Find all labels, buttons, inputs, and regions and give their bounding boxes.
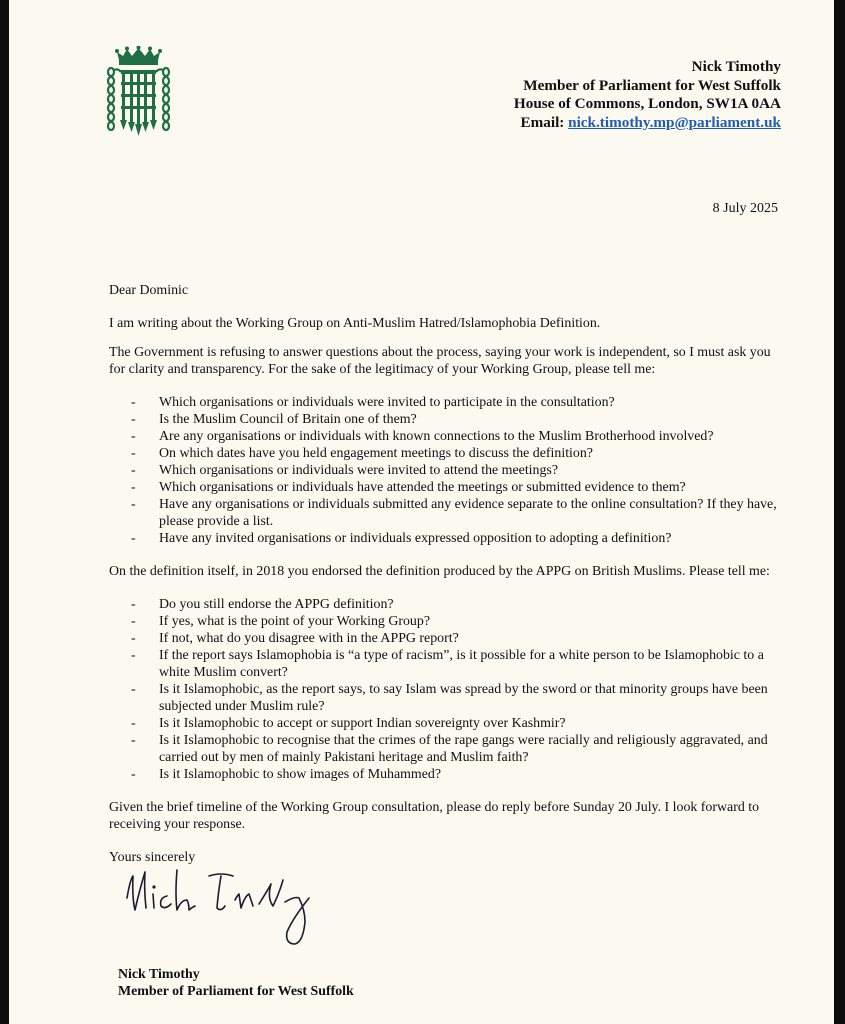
salutation: Dear Dominic: [109, 283, 189, 298]
list-item: - Have any invited organisations or individuals expressed opposition to adopting a definition?: [109, 530, 785, 547]
list-item: - On which dates have you held engagement meetings to discuss the definition?: [109, 445, 785, 462]
list-item: - Which organisations or individuals were invited to attend the meetings?: [109, 462, 785, 479]
list-item: - Is the Muslim Council of Britain one of them?: [109, 411, 785, 428]
letter-date: 8 July 2025: [712, 201, 778, 216]
deadline-paragraph: Given the brief timeline of the Working Group consultation, please do reply before Sunday 20 July. I look forward to receiving your response.: [109, 800, 760, 832]
sender-name: Nick Timothy: [691, 58, 781, 75]
list-item: - Do you still endorse the APPG definition?: [109, 596, 785, 613]
portcullis-logo: [105, 46, 172, 138]
list-item: - Is it Islamophobic to accept or support Indian sovereignty over Kashmir?: [109, 715, 785, 732]
signatory-position: Member of Parliament for West Suffolk: [118, 984, 354, 999]
context-paragraph: The Government is refusing to answer questions about the process, saying your work is independent, so I must ask you for clarity and transparency. For the sake of the legitimacy of your Working Group, please tell me:: [109, 345, 771, 377]
signatory-block: [118, 966, 354, 1000]
process-questions-list: [109, 394, 785, 547]
sender-email-line: [514, 114, 781, 133]
list-item: - Have any organisations or individuals submitted any evidence separate to the online consultation? If they have, please provide a list.: [109, 496, 785, 530]
sender-address: House of Commons, London, SW1A 0AA: [513, 95, 781, 112]
definition-questions-list: [109, 596, 785, 783]
list-item: - Is it Islamophobic to show images of Muhammed?: [109, 766, 785, 783]
list-item: - If yes, what is the point of your Working Group?: [109, 613, 785, 630]
list-item: - Which organisations or individuals have attended the meetings or submitted evidence to them?: [109, 479, 785, 496]
letter-body: [109, 282, 785, 866]
sender-block: [514, 58, 781, 132]
email-label: Email:: [520, 113, 565, 131]
intro-paragraph: I am writing about the Working Group on Anti-Muslim Hatred/Islamophobia Definition.: [109, 316, 601, 331]
signature-image: [121, 858, 331, 950]
list-item: - If not, what do you disagree with in the APPG report?: [109, 630, 785, 647]
email-link[interactable]: nick.timothy.mp@parliament.uk: [568, 113, 781, 131]
list-item: - If the report says Islamophobia is “a type of racism”, is it possible for a white person to be Islamophobic to a white Muslim convert?: [109, 647, 785, 681]
list-item: - Are any organisations or individuals with known connections to the Muslim Brotherhood involved?: [109, 428, 785, 445]
definition-paragraph: On the definition itself, in 2018 you endorsed the definition produced by the APPG on British Muslims. Please tell me:: [109, 564, 770, 579]
closing: Yours sincerely: [109, 850, 196, 865]
list-item: - Is it Islamophobic to recognise that the crimes of the rape gangs were racially and religiously aggravated, and carried out by men of mainly Pakistani heritage and Muslim faith?: [109, 732, 785, 766]
sender-position: Member of Parliament for West Suffolk: [523, 76, 781, 94]
signatory-name: Nick Timothy: [118, 967, 200, 982]
letter-page: [9, 0, 834, 1024]
list-item: - Which organisations or individuals were invited to participate in the consultation?: [109, 394, 785, 411]
list-item: - Is it Islamophobic, as the report says, to say Islam was spread by the sword or that minority groups have been subjected under Muslim rule?: [109, 681, 785, 715]
